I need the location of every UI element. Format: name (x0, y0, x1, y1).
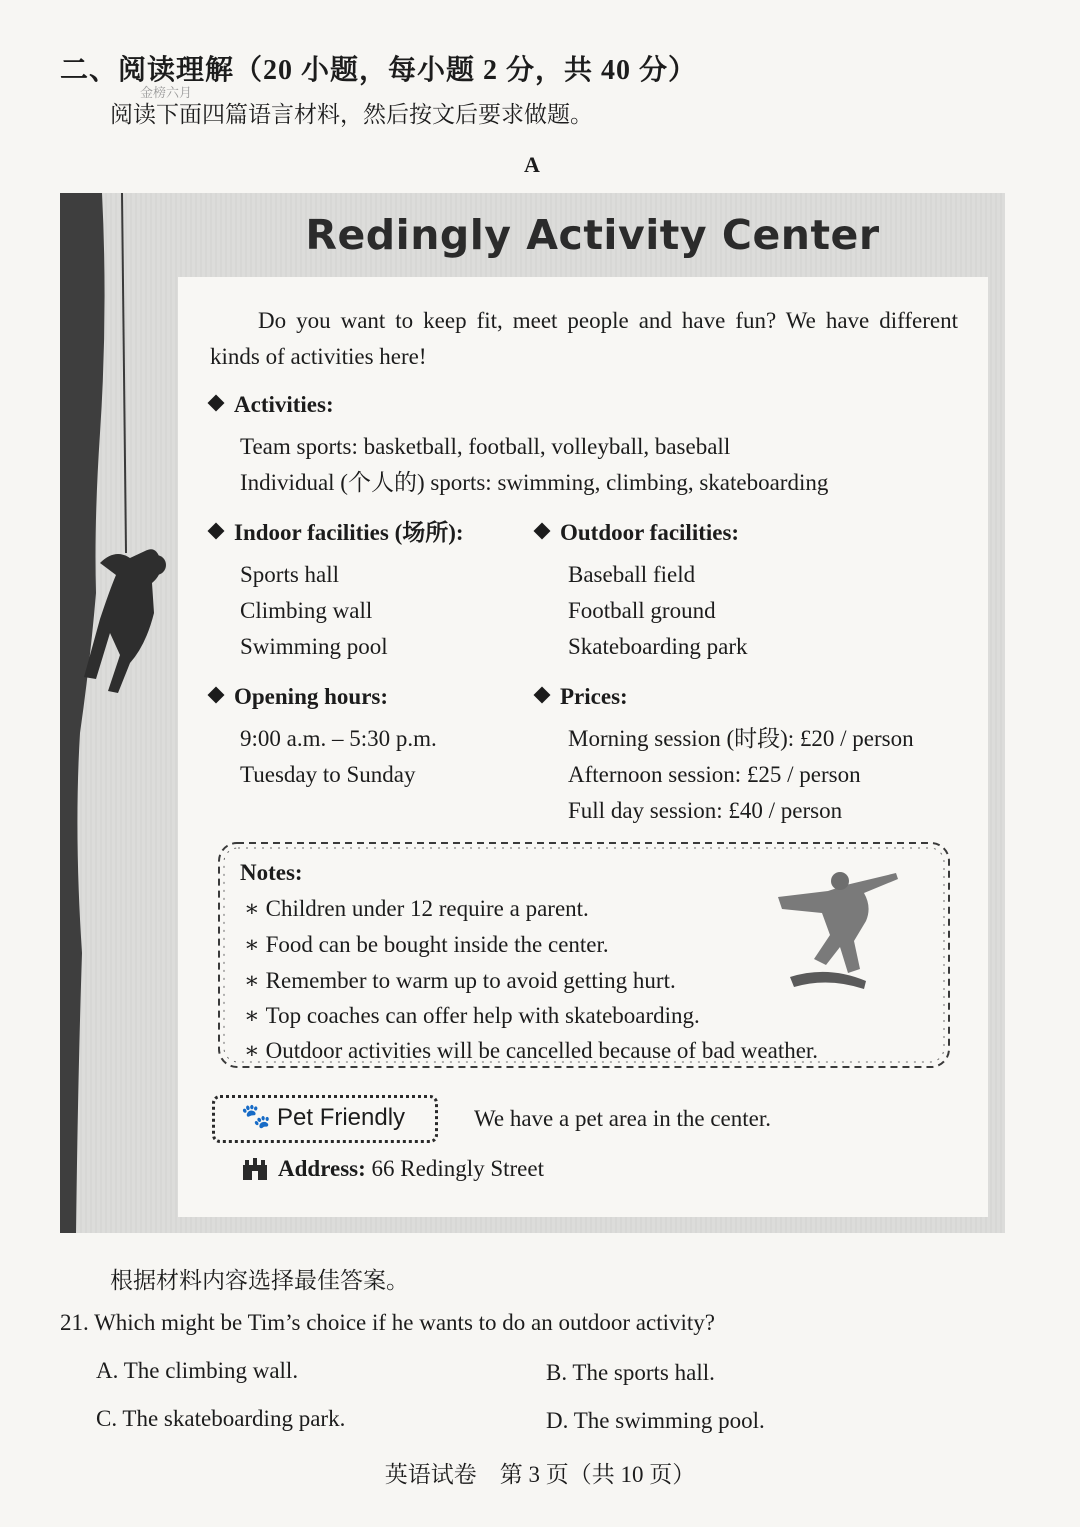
diamond-bullet-icon (534, 523, 551, 540)
note-item: ∗ Remember to warm up to avoid getting hurt. (244, 963, 676, 999)
address-line (278, 1151, 544, 1187)
outdoor-heading: Outdoor facilities: (536, 515, 739, 551)
diamond-bullet-icon (208, 687, 225, 704)
question-stem: 21. Which might be Tim’s choice if he wants to do an outdoor activity? (60, 1310, 715, 1335)
activities-heading: Activities: (210, 387, 334, 423)
address-value: 66 Redingly Street (371, 1156, 544, 1181)
note-item: ∗ Top coaches can offer help with skateboarding. (244, 998, 700, 1034)
price-line: Full day session: £40 / person (568, 798, 843, 823)
pet-friendly-badge (212, 1095, 438, 1143)
option-b[interactable]: B. The sports hall. (546, 1360, 715, 1385)
section-title: 二、阅读理解（20 小题，每小题 2 分，共 40 分） (60, 55, 698, 86)
activities-line: Individual (个人的) sports: swimming, climbing, skateboarding (240, 470, 829, 495)
diamond-bullet-icon (208, 395, 225, 412)
activities-line: Team sports: basketball, football, volleyball, baseball (240, 434, 731, 459)
poster-panel (178, 277, 988, 1217)
reading-instruction: 阅读下面四篇语言材料，然后按文后要求做题。 (110, 102, 593, 127)
paw-icon: 🐾 (241, 1104, 271, 1130)
climber-cliff-illustration (60, 193, 180, 1233)
note-item: ∗ Children under 12 require a parent. (244, 891, 589, 927)
page-footer: 英语试卷 第 3 页（共 10 页） (384, 1462, 696, 1487)
outdoor-item: Baseball field (568, 562, 696, 587)
diamond-bullet-icon (208, 523, 225, 540)
address-label: Address: (278, 1156, 366, 1181)
watermark: 金榜六月 (140, 85, 193, 100)
note-item: ∗ Outdoor activities will be cancelled because of bad weather. (244, 1033, 818, 1069)
hours-heading: Opening hours: (210, 679, 388, 715)
diamond-bullet-icon (534, 687, 551, 704)
option-a[interactable]: A. The climbing wall. (96, 1358, 299, 1383)
question-instruction: 根据材料内容选择最佳答案。 (110, 1268, 409, 1293)
passage-letter: A (524, 152, 540, 177)
building-icon (242, 1157, 268, 1181)
option-d[interactable]: D. The swimming pool. (546, 1408, 765, 1433)
outdoor-item: Skateboarding park (568, 634, 748, 659)
note-item: ∗ Food can be bought inside the center. (244, 927, 609, 963)
notes-heading: Notes: (240, 860, 303, 885)
pet-friendly-label: Pet Friendly (277, 1104, 406, 1131)
option-c[interactable]: C. The skateboarding park. (96, 1406, 346, 1431)
activity-center-poster (60, 193, 1005, 1233)
outdoor-item: Football ground (568, 598, 716, 623)
prices-heading: Prices: (536, 679, 628, 715)
hours-line: Tuesday to Sunday (240, 762, 416, 787)
pet-area-text: We have a pet area in the center. (474, 1106, 771, 1131)
price-line: Afternoon session: £25 / person (568, 762, 861, 787)
poster-title: Redingly Activity Center (305, 211, 880, 259)
hours-line: 9:00 a.m. – 5:30 p.m. (240, 726, 437, 751)
price-line: Morning session (时段): £20 / person (568, 726, 914, 751)
indoor-heading: Indoor facilities (场所): (210, 515, 464, 551)
indoor-item: Swimming pool (240, 634, 388, 659)
indoor-item: Climbing wall (240, 598, 373, 623)
skateboarder-illustration (768, 869, 908, 999)
poster-intro: Do you want to keep fit, meet people and have fun? We have different kinds of activities here! (210, 308, 958, 369)
indoor-item: Sports hall (240, 562, 340, 587)
